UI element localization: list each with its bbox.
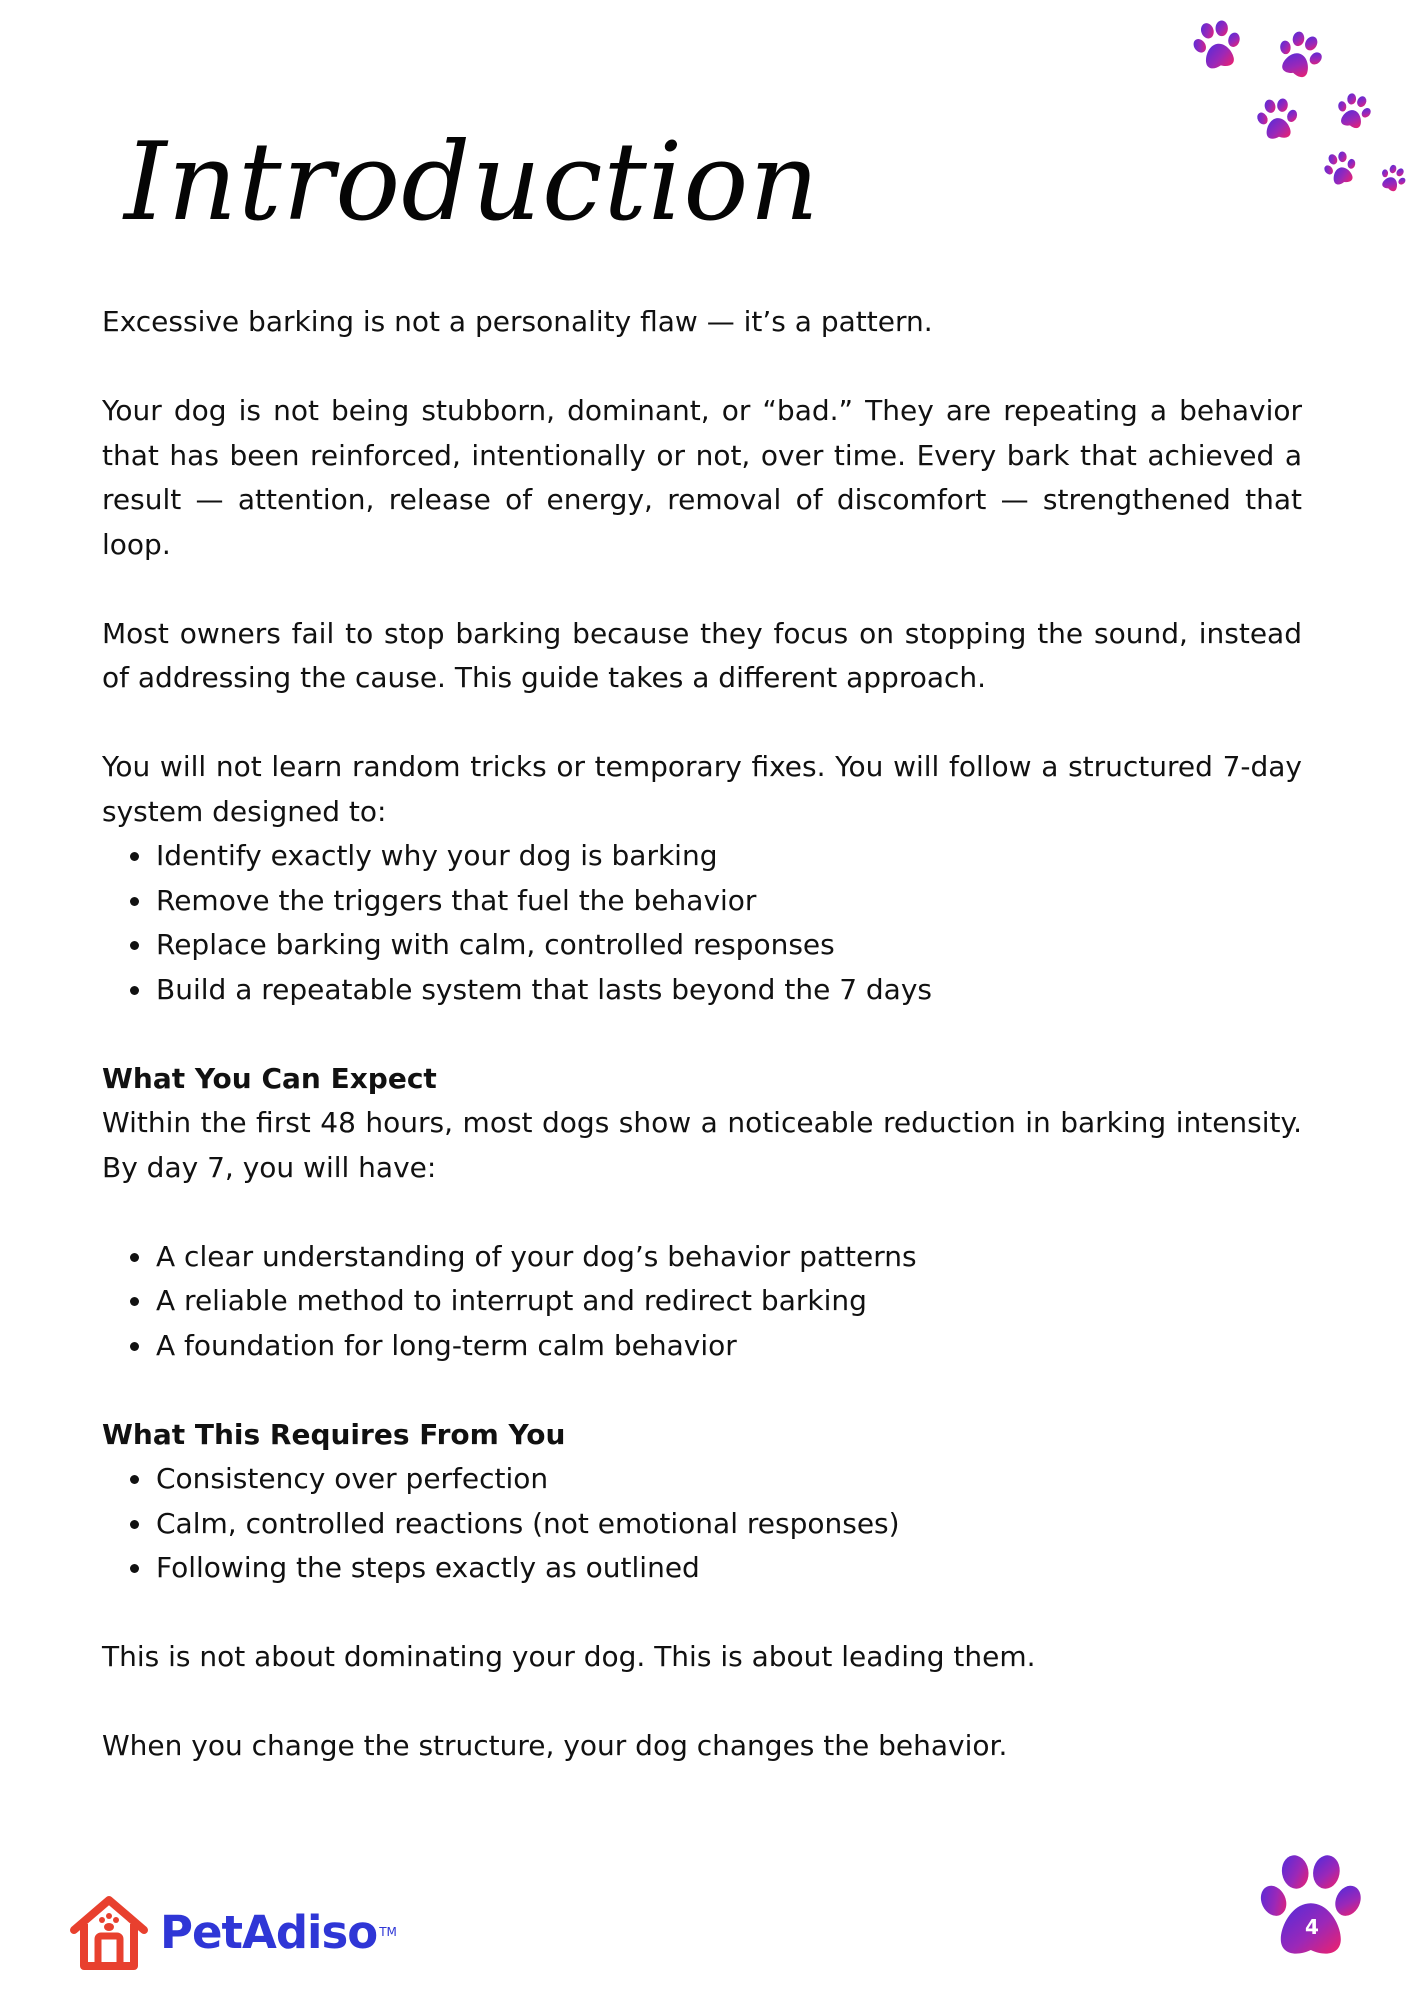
expect-list xyxy=(102,1235,1302,1369)
paw-print-icon xyxy=(1186,14,1251,79)
page-title: Introduction xyxy=(124,120,820,245)
paw-print-icon xyxy=(1330,88,1379,137)
paw-print-icon xyxy=(1252,1848,1372,1968)
trademark: TM xyxy=(379,1925,397,1939)
list-item: • Following the steps exactly as outlined xyxy=(154,1546,1302,1591)
page-number: 4 xyxy=(1305,1915,1319,1939)
paw-print-icon xyxy=(1318,146,1365,193)
intro-paragraph: Excessive barking is not a personality flaw — it’s a pattern. xyxy=(102,305,933,338)
section-heading: What This Requires From You xyxy=(102,1417,566,1451)
list-item: • Build a repeatable system that lasts beyond the 7 days xyxy=(154,968,1302,1013)
paw-print-icon xyxy=(1267,23,1334,90)
section-heading: What You Can Expect xyxy=(102,1061,437,1095)
brand-logo xyxy=(68,1892,397,1972)
list-item: • Consistency over perfection xyxy=(154,1457,1302,1502)
house-logo-icon xyxy=(68,1894,150,1970)
paw-print-icon xyxy=(1252,94,1304,146)
paw-print-icon xyxy=(1373,159,1413,199)
main-content xyxy=(102,300,1302,1769)
intro-paragraph: You will not learn random tricks or temporary fixes. You will follow a structured 7-day system designed to: xyxy=(102,750,1302,828)
closing-paragraph: When you change the structure, your dog changes the behavior. xyxy=(102,1729,1008,1762)
brand-name: PetAdiso xyxy=(160,1905,378,1959)
requires-list xyxy=(102,1457,1302,1591)
list-item: • Identify exactly why your dog is barking xyxy=(154,834,1302,879)
intro-paragraph: Your dog is not being stubborn, dominant, or “bad.” They are repeating a behavior that has been reinforced, intentionally or not, over time. Every bark that achieved a result — attention, release of energy, removal of discomfort — strengthened that loop. xyxy=(102,394,1302,561)
expect-paragraph: Within the first 48 hours, most dogs show a noticeable reduction in barking intensity. By day 7, you will have: xyxy=(102,1106,1302,1184)
list-item: • A foundation for long-term calm behavior xyxy=(154,1324,1302,1369)
list-item: • Calm, controlled reactions (not emotional responses) xyxy=(154,1502,1302,1547)
list-item: • A clear understanding of your dog’s behavior patterns xyxy=(154,1235,1302,1280)
goals-list xyxy=(102,834,1302,1012)
list-item: • Replace barking with calm, controlled responses xyxy=(154,923,1302,968)
intro-paragraph: Most owners fail to stop barking because they focus on stopping the sound, instead of addressing the cause. This guide takes a different approach. xyxy=(102,616,1302,694)
list-item: • A reliable method to interrupt and redirect barking xyxy=(154,1279,1302,1324)
closing-paragraph: This is not about dominating your dog. This is about leading them. xyxy=(102,1640,1036,1673)
list-item: • Remove the triggers that fuel the behavior xyxy=(154,879,1302,924)
